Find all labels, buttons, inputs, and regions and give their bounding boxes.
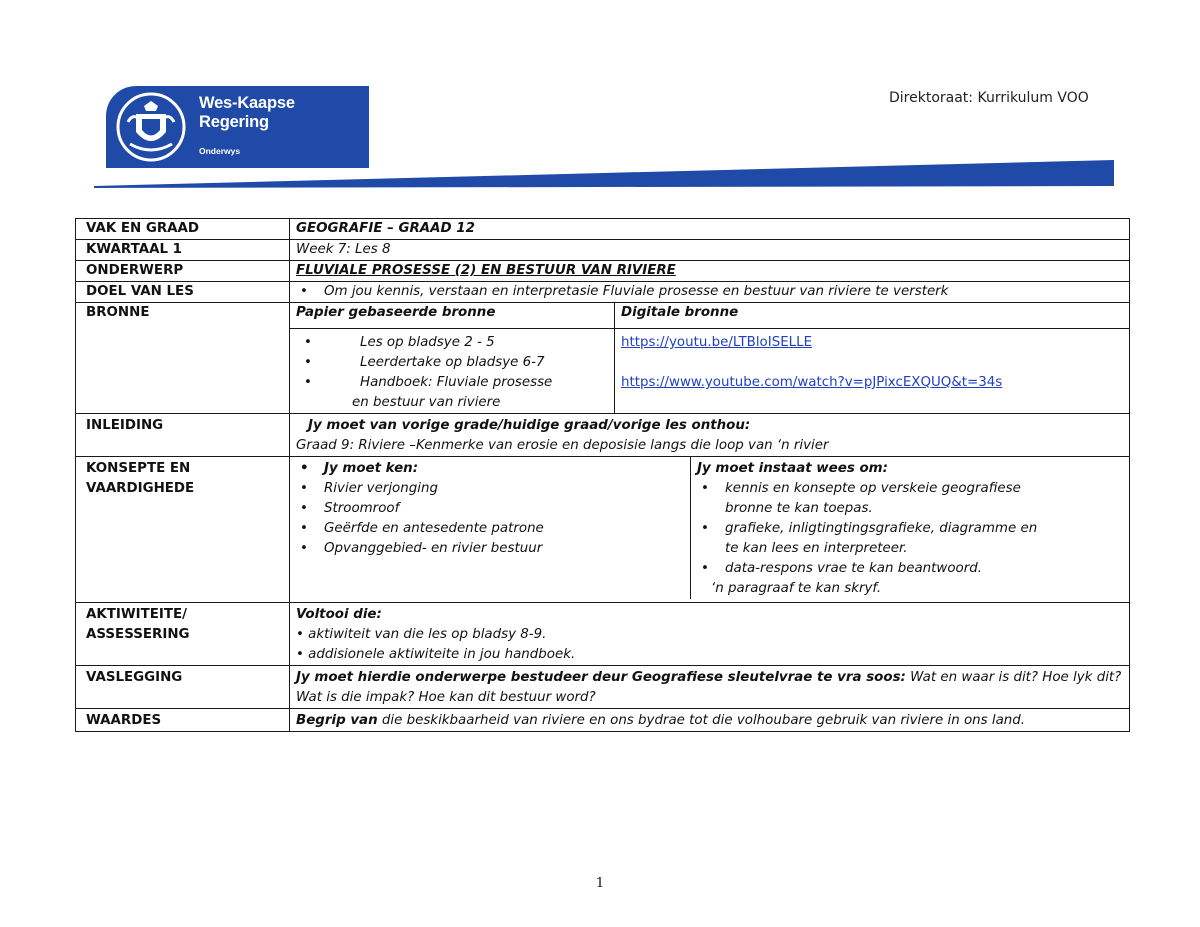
aktiwiteite-item: • aktiwiteit van die les op bladsy 8-9. — [296, 627, 547, 642]
directorate-label: Direktoraat: Kurrikulum VOO — [889, 90, 1089, 106]
konsepte-skills-column — [691, 457, 1129, 599]
skills-header: Jy moet instaat wees om: — [697, 461, 888, 476]
youtube-link-2[interactable]: https://www.youtube.com/watch?v=pJPixcEXQUQ&t=34s — [621, 375, 1003, 390]
value-aktiwiteite — [290, 603, 1130, 666]
row-waardes — [76, 709, 1130, 732]
doel-item: • Om jou kennis, verstaan en interpretasie Fluviale prosesse en bestuur van riviere te versterk — [296, 282, 1123, 302]
logo — [106, 86, 369, 168]
know-item: • Opvanggebied- en rivier bestuur — [296, 539, 684, 559]
label-inleiding: INLEIDING — [76, 414, 290, 457]
paper-source-item-cont: en bestuur van riviere — [352, 395, 501, 410]
paper-source-item: • Les op bladsye 2 - 5 — [296, 333, 608, 353]
label-vak-en-graad: VAK EN GRAAD — [76, 219, 290, 240]
coat-of-arms-icon — [116, 92, 186, 162]
value-konsepte — [290, 457, 1130, 603]
vaslegging-text: Wat en waar is dit? Hoe lyk dit? Wat is die impak? Hoe kan dit bestuur word? — [296, 670, 1122, 705]
digital-sources-header: Digitale bronne — [615, 303, 1130, 329]
konsepte-know-column — [290, 457, 691, 599]
skill-item: • kennis en konsepte op verskeie geografiese — [697, 479, 1123, 499]
aktiwiteite-item: • addisionele aktiwiteite in jou handboek. — [296, 647, 576, 662]
label-aktiwiteite — [76, 603, 290, 666]
label-kwartaal: KWARTAAL 1 — [76, 240, 290, 261]
know-item: • Geërfde en antesedente patrone — [296, 519, 684, 539]
label-doel-van-les: DOEL VAN LES — [76, 282, 290, 303]
logo-text-line3: Onderwys — [199, 146, 241, 156]
row-vak-en-graad — [76, 219, 1130, 240]
digital-sources-list — [615, 329, 1130, 414]
label-aktiwiteite-line2: ASSESSERING — [86, 627, 190, 642]
row-aktiwiteite — [76, 603, 1130, 666]
label-konsepte-line1: KONSEPTE EN — [86, 461, 191, 476]
skill-item: • grafieke, inligtingtingsgrafieke, diagramme en — [697, 519, 1123, 539]
row-onderwerp — [76, 261, 1130, 282]
know-item: • Rivier verjonging — [296, 479, 684, 499]
lesson-plan-table — [75, 218, 1130, 732]
value-vak-en-graad: GEOGRAFIE – GRAAD 12 — [290, 219, 1130, 240]
vaslegging-bold: Jy moet hierdie onderwerpe bestudeer deur Geografiese sleutelvrae te vra soos: — [296, 670, 906, 685]
value-onderwerp: FLUVIALE PROSESSE (2) EN BESTUUR VAN RIVIERE — [290, 261, 1130, 282]
value-inleiding — [290, 414, 1130, 457]
logo-text-line2: Regering — [199, 113, 269, 131]
label-waardes: WAARDES — [76, 709, 290, 732]
logo-text-line1: Wes-Kaapse — [199, 94, 295, 112]
label-konsepte — [76, 457, 290, 603]
value-doel-van-les — [290, 282, 1130, 303]
header-banner-stripe — [94, 160, 1116, 190]
skill-item-cont: bronne te kan toepas. — [725, 501, 873, 516]
inleiding-heading: Jy moet van vorige grade/huidige graad/vorige les onthou: — [308, 418, 751, 433]
paper-source-item: • Leerdertake op bladsye 6-7 — [296, 353, 608, 373]
paper-sources-header: Papier gebaseerde bronne — [290, 303, 615, 329]
aktiwiteite-heading: Voltooi die: — [296, 607, 382, 622]
row-konsepte — [76, 457, 1130, 603]
label-aktiwiteite-line1: AKTIWITEITE/ — [86, 607, 188, 622]
know-item: • Stroomroof — [296, 499, 684, 519]
row-bronne-header — [76, 303, 1130, 329]
paper-source-item: • Handboek: Fluviale prosesse — [296, 373, 608, 393]
row-inleiding — [76, 414, 1130, 457]
row-kwartaal — [76, 240, 1130, 261]
inleiding-text: Graad 9: Riviere –Kenmerke van erosie en deposisie langs die loop van ‘n rivier — [296, 438, 829, 453]
value-vaslegging — [290, 666, 1130, 709]
row-vaslegging — [76, 666, 1130, 709]
page-number: 1 — [595, 876, 605, 891]
skill-item-cont: te kan lees en interpreteer. — [725, 541, 908, 556]
paper-sources-list — [290, 329, 615, 414]
waardes-text: die beskikbaarheid van riviere en ons bydrae tot die volhoubare gebruik van riviere in ons land. — [377, 713, 1026, 728]
label-vaslegging: VASLEGGING — [76, 666, 290, 709]
label-onderwerp: ONDERWERP — [76, 261, 290, 282]
label-bronne: BRONNE — [76, 303, 290, 414]
waardes-bold: Begrip van — [296, 713, 378, 728]
value-kwartaal: Week 7: Les 8 — [290, 240, 1130, 261]
know-header: • Jy moet ken: — [296, 459, 684, 479]
label-konsepte-line2: VAARDIGHEDE — [86, 481, 195, 496]
value-waardes — [290, 709, 1130, 732]
skill-item: • data-respons vrae te kan beantwoord. — [697, 559, 1123, 579]
skill-item-cont: ‘n paragraaf te kan skryf. — [711, 581, 882, 596]
youtube-link-1[interactable]: https://youtu.be/LTBloISELLE — [621, 335, 813, 350]
row-doel-van-les — [76, 282, 1130, 303]
